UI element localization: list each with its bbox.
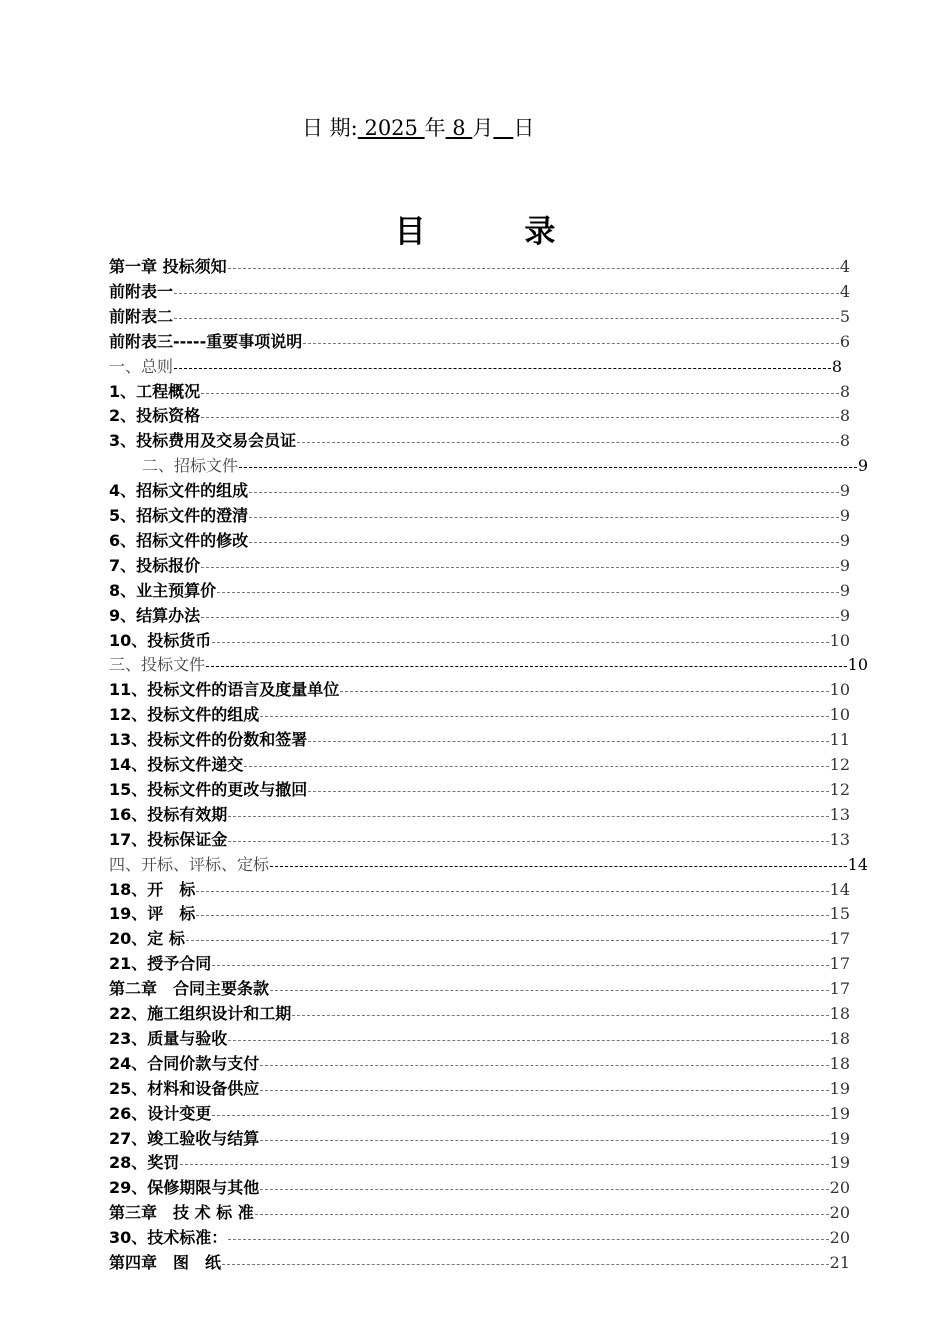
toc-entry[interactable] [109,1025,850,1049]
toc-leader [212,1114,828,1116]
toc-section-entry[interactable] [109,851,868,875]
toc-entry-title: 18、开 标 [109,879,196,899]
toc-entry-title: 27、竣工验收与结算 [109,1128,260,1148]
toc-leader [260,1188,828,1190]
toc-entry[interactable] [109,427,850,451]
toc-page-number: 15 [829,904,850,924]
toc-page-number: 11 [829,730,850,750]
toc-leader [206,665,847,667]
toc-leader [255,1213,829,1215]
toc-leader [201,616,839,618]
toc-entry[interactable] [109,900,850,924]
toc-entry-title: 25、材料和设备供应 [109,1078,260,1098]
toc-leader [292,1014,828,1016]
toc-leader [196,890,828,892]
toc-entry[interactable] [109,577,850,601]
toc-entry[interactable] [109,378,850,402]
toc-entry[interactable] [109,602,850,626]
toc-entry[interactable] [109,1050,850,1074]
toc-leader [174,367,831,369]
toc-page-number: 13 [829,804,850,824]
toc-leader [308,790,828,792]
toc-leader [249,491,839,493]
toc-leader [308,740,828,742]
toc-entry-title: 三、投标文件 [109,655,206,675]
toc-entry[interactable] [109,502,850,526]
toc-page-number: 9 [839,530,850,550]
toc-leader [270,989,829,991]
toc-entry-title: 23、质量与验收 [109,1028,228,1048]
toc-leader [228,267,839,269]
toc-page-number: 8 [839,381,850,401]
toc-leader [260,715,828,717]
toc-leader [239,466,857,468]
toc-entry-title: 17、投标保证金 [109,829,228,849]
toc-leader [174,292,839,294]
toc-entry-title: 9、结算办法 [109,605,201,625]
toc-leader [297,441,839,443]
toc-entry[interactable] [109,950,850,974]
toc-leader [212,964,828,966]
toc-leader [217,591,839,593]
toc-entry[interactable] [109,1075,850,1099]
toc-title: 目 录 [394,214,600,250]
toc-entry-title: 前附表一 [109,281,174,301]
toc-entry-title: 21、授予合同 [109,954,212,974]
toc-leader [196,914,828,916]
toc-page-number: 8 [839,431,850,451]
toc-page-number: 20 [829,1178,850,1198]
toc-entry[interactable] [109,925,850,949]
toc-entry[interactable] [109,527,850,551]
toc-page-number: 10 [829,705,850,725]
toc-page-number: 21 [829,1253,850,1272]
toc-entry[interactable] [109,1100,850,1124]
toc-page-number: 4 [839,281,850,301]
toc-entry-title: 1、工程概况 [109,381,201,401]
toc-entry-title: 13、投标文件的份数和签署 [109,730,308,750]
toc-entry[interactable] [109,701,850,725]
toc-entry-title: 22、施工组织设计和工期 [109,1004,292,1023]
toc-page-number: 18 [829,1004,850,1023]
toc-page-number: 19 [829,1078,850,1098]
toc-page-number: 9 [857,456,868,476]
toc-page-number: 9 [839,580,850,600]
toc-entry-title: 24、合同价款与支付 [109,1053,260,1073]
toc-entry-title: 3、投标费用及交易会员证 [109,431,297,451]
toc-leader [180,1163,828,1165]
date-month: 8 [452,116,466,140]
toc-entry-title: 20、定 标 [109,929,185,949]
toc-leader [222,1263,829,1265]
toc-entry[interactable] [109,726,850,750]
toc-leader [201,566,839,568]
toc-page-number: 8 [839,406,850,426]
toc-page-number: 9 [839,555,850,575]
toc-entry[interactable] [109,801,850,825]
toc-section-entry[interactable] [109,353,842,377]
toc-entry-title: 第一章 投标须知 [109,257,227,276]
toc-page-number: 18 [829,1053,850,1073]
toc-page-number: 10 [829,630,850,650]
toc-entry-title: 6、招标文件的修改 [109,530,249,550]
toc-page-number: 12 [829,755,850,774]
date-day [493,116,513,140]
toc-entry-title: 10、投标货币 [109,630,212,650]
toc-chapter-entry[interactable] [109,975,850,999]
toc-page-number: 17 [829,929,850,949]
toc-chapter-entry[interactable] [109,328,850,352]
toc-entry-title: 5、招标文件的澄清 [109,506,249,525]
toc-leader [228,1238,828,1240]
toc-entry-title: 26、设计变更 [109,1103,212,1123]
toc-page-number: 9 [839,605,850,625]
toc-entry-title: 29、保修期限与其他 [109,1178,260,1198]
toc-leader [186,939,829,941]
toc-entry-title: 11、投标文件的语言及度量单位 [109,680,340,700]
date-year: 2025 [364,116,418,140]
toc-entry[interactable] [109,1174,850,1198]
toc-chapter-entry[interactable] [109,278,850,302]
date-line [302,114,534,142]
toc-page-number: 12 [829,779,850,799]
toc-page-number: 14 [829,879,850,899]
toc-entry[interactable] [109,1149,850,1173]
toc-page-number: 10 [829,680,850,700]
toc-leader [249,516,839,518]
toc-entry-title: 第四章 图 纸 [109,1253,222,1272]
toc-chapter-entry[interactable] [109,1249,850,1273]
toc-leader [212,641,828,643]
toc-entry-title: 前附表二 [109,306,174,326]
toc-entry-title: 二、招标文件 [142,456,239,476]
toc-leader [303,342,839,344]
toc-leader [174,317,839,319]
toc-entry-title: 4、招标文件的组成 [109,481,249,501]
toc-leader [340,690,828,692]
date-month-unit: 月 [472,116,494,140]
toc-section-entry[interactable] [142,452,868,476]
toc-entry-title: 8、业主预算价 [109,580,217,600]
toc-chapter-entry[interactable] [109,1199,850,1223]
toc-entry[interactable] [109,751,850,775]
date-label: 日 期: [302,116,358,140]
toc-entry-title: 7、投标报价 [109,555,201,575]
toc-chapter-entry[interactable] [109,303,850,327]
date-day-unit: 日 [513,116,535,140]
toc-page-number: 9 [839,506,850,525]
toc-entry-title: 四、开标、评标、定标 [109,854,270,874]
toc-entry[interactable] [109,627,850,651]
toc-entry[interactable] [109,552,850,576]
toc-page-number: 17 [829,954,850,974]
toc-page-number: 14 [847,854,868,874]
toc-entry[interactable] [109,876,850,900]
toc-page-number: 19 [829,1153,850,1173]
toc-section-entry[interactable] [109,651,868,675]
toc-page-number: 18 [829,1028,850,1048]
toc-chapter-entry[interactable] [109,253,850,277]
toc-leader [228,815,828,817]
toc-entry-title: 15、投标文件的更改与撤回 [109,779,308,799]
toc-entry[interactable] [109,1000,850,1024]
toc-entry-title: 第二章 合同主要条款 [109,979,270,999]
toc-page-number: 8 [831,356,842,376]
toc-leader [270,865,847,867]
toc-leader [228,840,828,842]
toc-page-number: 17 [829,979,850,999]
toc-page-number: 20 [829,1203,850,1223]
toc-page-number: 19 [829,1103,850,1123]
toc-entry-title: 一、总则 [109,356,174,376]
toc-entry[interactable] [109,1125,850,1149]
toc-entry-title: 前附表三-----重要事项说明 [109,331,303,351]
toc-entry-title: 14、投标文件递交 [109,755,244,774]
toc-page-number: 19 [829,1128,850,1148]
toc-entry[interactable] [109,776,850,800]
toc-entry-title: 16、投标有效期 [109,804,228,824]
toc-entry-title: 2、投标资格 [109,406,201,426]
toc-leader [244,765,828,767]
toc-leader [228,1039,828,1041]
toc-page-number: 10 [847,655,868,675]
toc-page-number: 9 [839,481,850,501]
toc-entry-title: 28、奖罚 [109,1153,180,1173]
toc-entry[interactable] [109,402,850,426]
toc-entry[interactable] [109,477,850,501]
toc-leader [201,392,839,394]
toc-page-number: 20 [829,1228,850,1248]
toc-leader [201,416,839,418]
date-year-unit: 年 [424,116,446,140]
toc-entry[interactable] [109,826,850,850]
toc-leader [260,1089,828,1091]
toc-entry-title: 19、评 标 [109,904,196,924]
toc-page-number: 4 [839,257,850,276]
toc-leader [249,541,839,543]
toc-leader [260,1064,828,1066]
toc-entry[interactable] [109,1224,850,1248]
toc-entry-title: 第三章 技 术 标 准 [109,1203,254,1223]
toc-leader [260,1139,828,1141]
toc-page-number: 6 [839,331,850,351]
toc-entry[interactable] [109,676,850,700]
toc-entry-title: 30、技术标准： [109,1228,228,1248]
toc-page-number: 5 [839,306,850,326]
toc-entry-title: 12、投标文件的组成 [109,705,260,725]
toc-page-number: 13 [829,829,850,849]
